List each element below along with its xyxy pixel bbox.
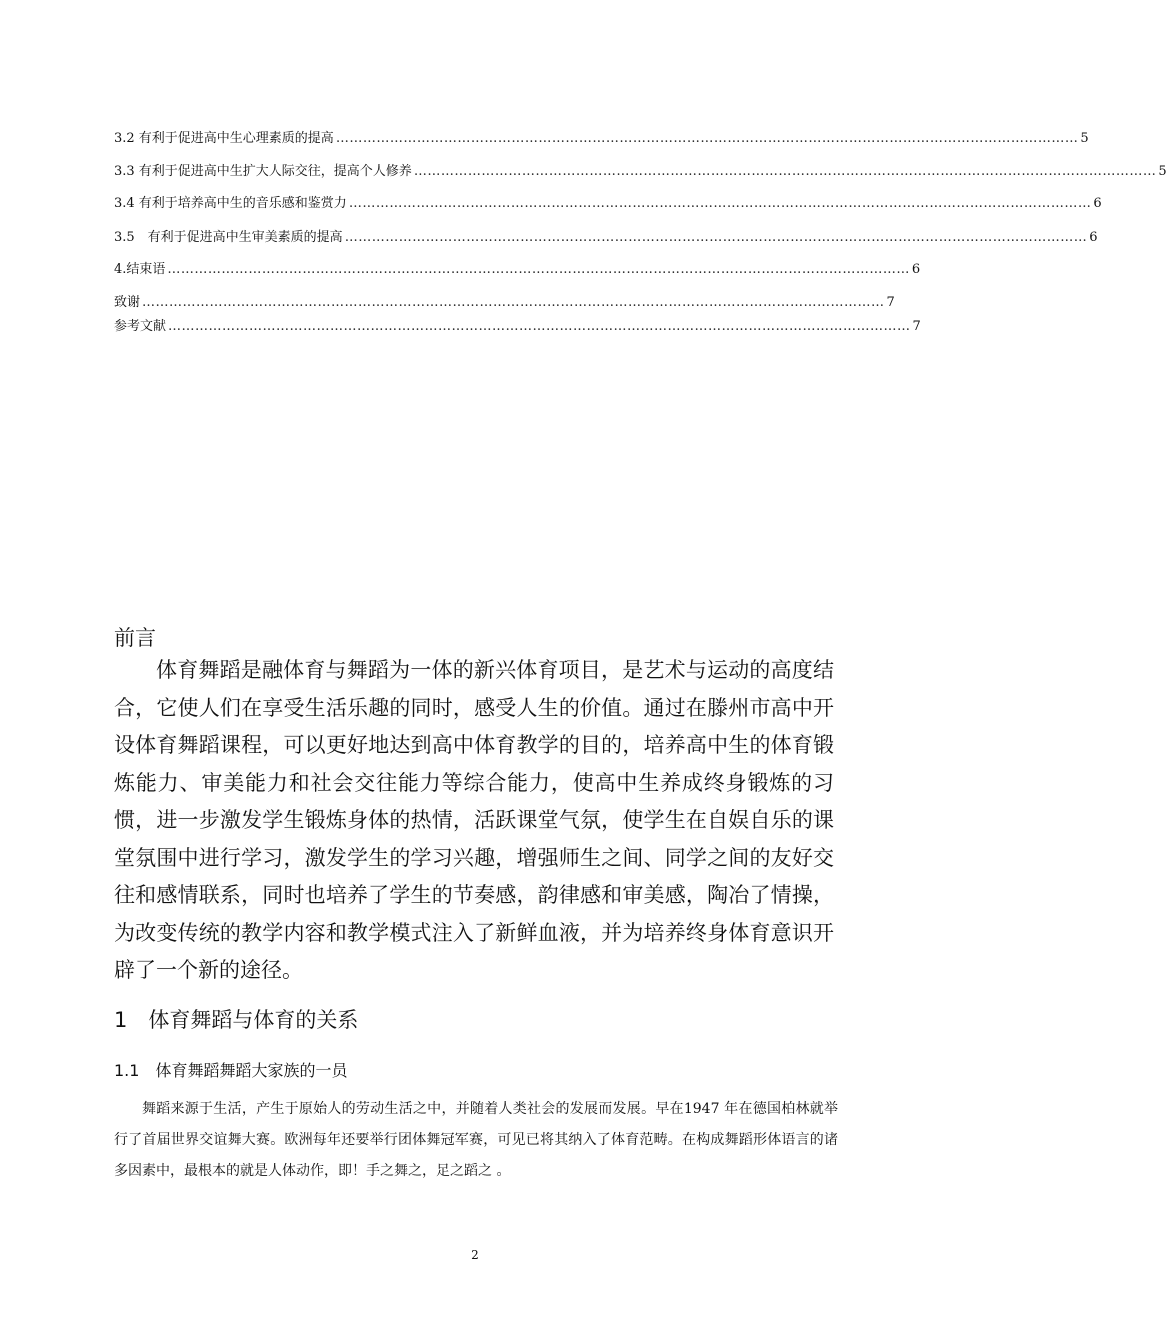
preface-body: 体育舞蹈是融体育与舞蹈为一体的新兴体育项目，是艺术与运动的高度结合，它使人们在享受生活乐趣的同时，感受人生的价值。通过在滕州市高中开设体育舞蹈课程，可以更好地达到高中体育教学的目的，培养高中生的体育锻炼能力、审美能力和社会交往能力等综合能力，使高中生养成终身锻炼的习惯，进一步激发学生锻炼身体的热情，活跃课堂气氛，使学生在自娱自乐的课堂氛围中进行学习，激发学生的学习兴趣，增强师生之间、同学之间的友好交往和感情联系，同时也培养了学生的节奏感，韵律感和审美感，陶冶了情操，为改变传统的教学内容和教学模式注入了新鲜血液，并为培养终身体育意识开辟了一个新的途径。 xyxy=(114,658,834,982)
toc-entry xyxy=(114,291,895,311)
toc-entry xyxy=(114,226,1098,246)
toc-entry-title: 致谢 xyxy=(114,295,141,310)
toc-entry-title: 3.4 有利于培养高中生的音乐感和鉴赏力 xyxy=(114,196,347,211)
toc-entry-title: 3.3 有利于促进高中生扩大人际交往，提高个人修养 xyxy=(114,164,412,179)
toc-entry-page: 6 xyxy=(1093,196,1102,211)
toc-entry-title: 4.结束语 xyxy=(114,262,166,277)
toc-entry xyxy=(114,127,1089,147)
section-heading: 1 体育舞蹈与体育的关系 xyxy=(114,1008,359,1032)
toc-leader-dots: ………………………………………………………………………………………………………………………………………………… xyxy=(344,230,1088,245)
toc-entry-title: 3.2 有利于促进高中生心理素质的提高 xyxy=(114,131,334,146)
toc-entry-page: 6 xyxy=(911,262,921,277)
toc-entry xyxy=(114,315,921,335)
toc-entry-title: 3.5 有利于促进高中生审美素质的提高 xyxy=(114,230,343,245)
preface-title: 前言 xyxy=(114,626,156,650)
body-paragraph: 舞蹈来源于生活，产生于原始人的劳动生活之中，并随着人类社会的发展而发展。早在1947 年在德国柏林就举行了首届世界交谊舞大赛。欧洲每年还要举行团体舞冠军赛，可见已将其纳入了体育范畴。在构成舞蹈形体语言的诸多因素中，最根本的就是人体动作，即！手之舞之，足之蹈之 。 xyxy=(114,1101,838,1179)
toc-entry xyxy=(114,160,1167,180)
toc-entry-title: 参考文献 xyxy=(114,319,167,334)
toc-entry-page: 5 xyxy=(1080,131,1089,146)
toc-leader-dots: ………………………………………………………………………………………………………………………………………………… xyxy=(348,196,1092,211)
toc-entry-page: 6 xyxy=(1089,230,1098,245)
toc-entry-page: 7 xyxy=(886,295,895,310)
subsection-heading: 1.1 体育舞蹈舞蹈大家族的一员 xyxy=(114,1061,348,1080)
toc-leader-dots: ………………………………………………………………………………………………………………………………………………… xyxy=(413,164,1157,179)
toc-entry xyxy=(114,192,1102,212)
toc-entry xyxy=(114,258,921,278)
page-number: 2 xyxy=(471,1248,479,1262)
toc-leader-dots: ………………………………………………………………………………………………………………………………………………… xyxy=(168,319,911,334)
toc-leader-dots: ………………………………………………………………………………………………………………………………………………… xyxy=(167,262,910,277)
toc-leader-dots: ………………………………………………………………………………………………………………………………………………… xyxy=(335,131,1079,146)
toc-leader-dots: ………………………………………………………………………………………………………………………………………………… xyxy=(142,295,885,310)
toc-entry-page: 7 xyxy=(912,319,921,334)
toc-entry-page: 5 xyxy=(1158,164,1167,179)
